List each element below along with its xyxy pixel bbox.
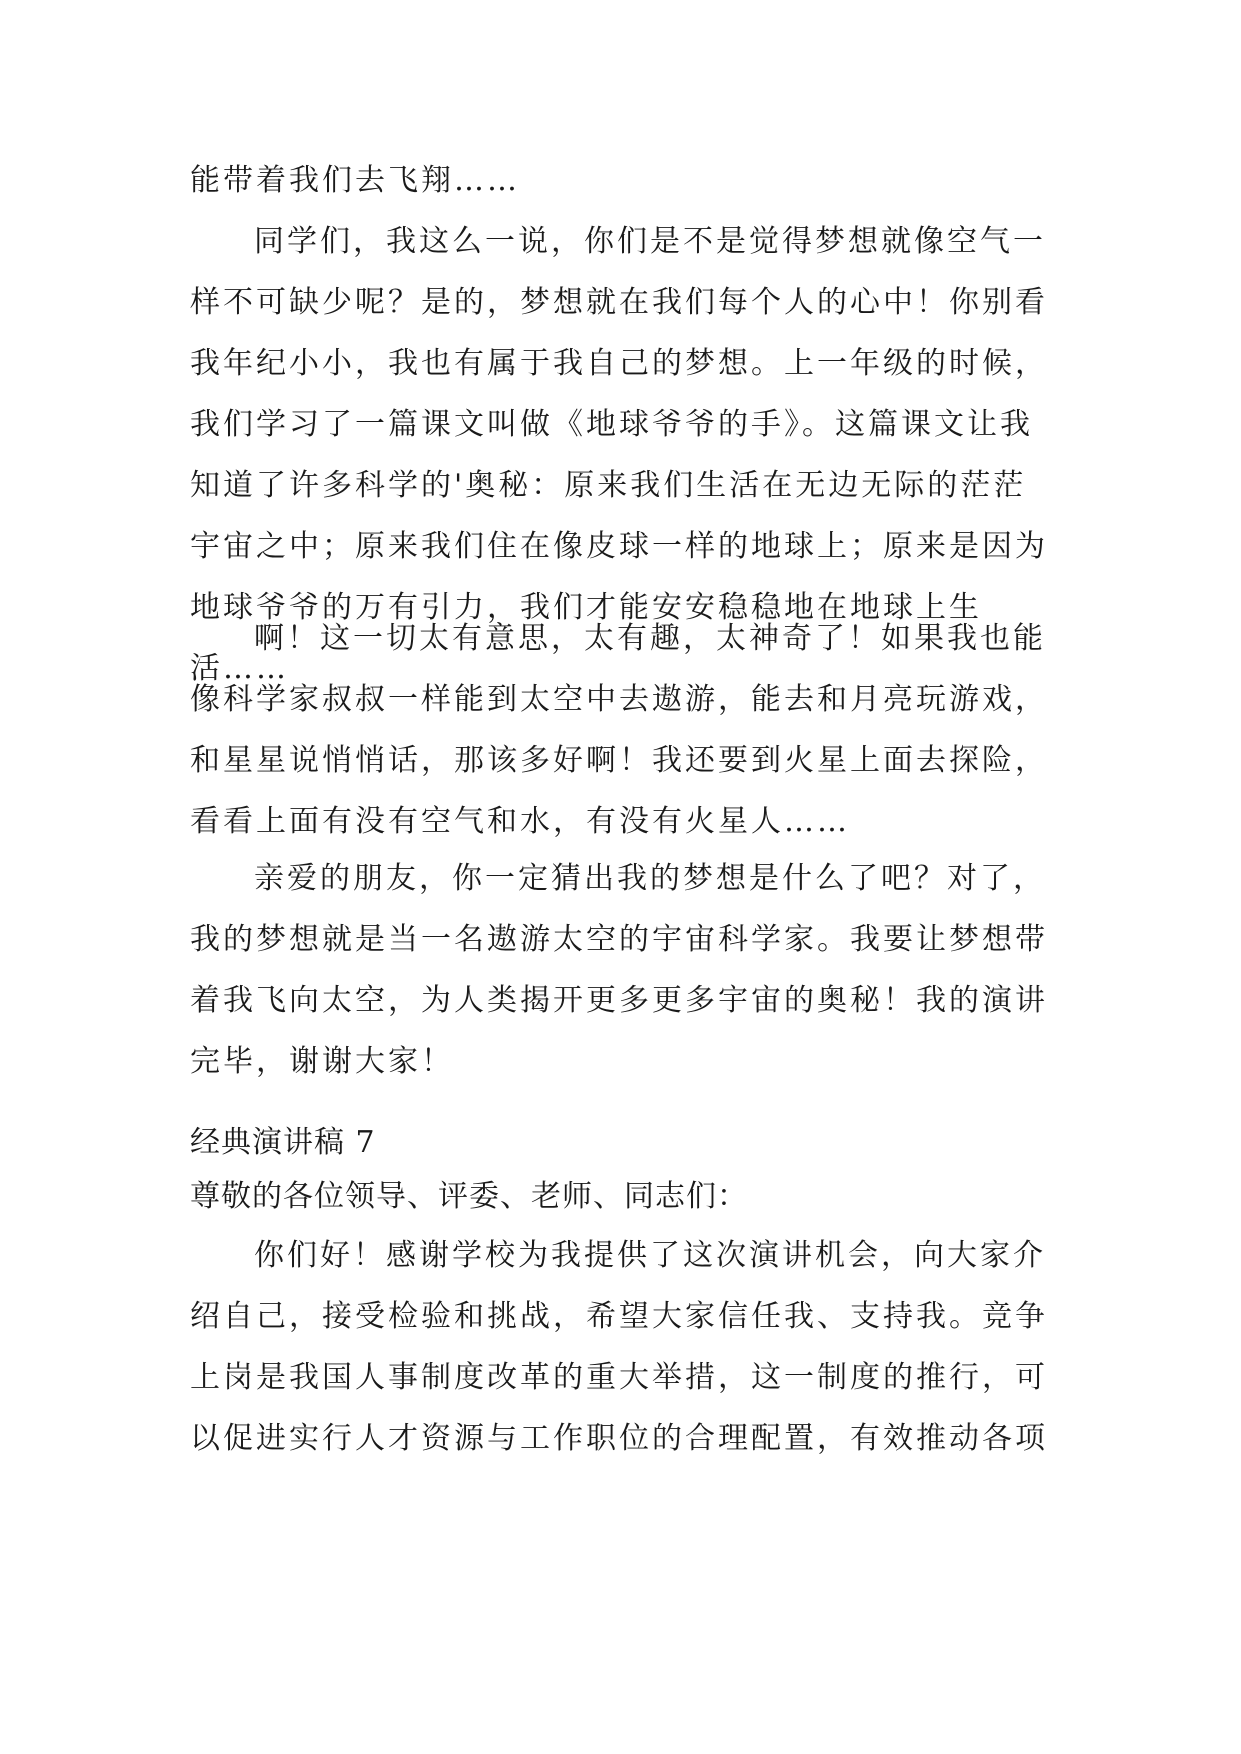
text-line: 地球爷爷的万有引力，我们才能安安稳稳地在地球上生 bbox=[190, 590, 982, 625]
paragraph-continuation bbox=[190, 150, 1050, 211]
section-title: 经典演讲稿 7 bbox=[190, 1125, 376, 1160]
text-line: 以促进实行人才资源与工作职位的合理配置，有效推动各项 bbox=[190, 1421, 1048, 1456]
text-line: 看看上面有没有空气和水，有没有火星人…… bbox=[190, 804, 850, 839]
paragraph-greeting bbox=[190, 1225, 1050, 1469]
text-line: 像科学家叔叔一样能到太空中去遨游，能去和月亮玩游戏， bbox=[190, 682, 1048, 717]
text-line: 你们好！感谢学校为我提供了这次演讲机会，向大家介 bbox=[254, 1238, 1046, 1273]
text-line: 能带着我们去飞翔…… bbox=[190, 163, 520, 198]
text-line: 上岗是我国人事制度改革的重大举措，这一制度的推行，可 bbox=[190, 1360, 1048, 1395]
paragraph-dream bbox=[190, 848, 1050, 1092]
text-line: 和星星说悄悄话，那该多好啊！我还要到火星上面去探险， bbox=[190, 743, 1048, 778]
text-line: 我们学习了一篇课文叫做《地球爷爷的手》。这篇课文让我 bbox=[190, 407, 1033, 442]
text-line: 着我飞向太空，为人类揭开更多更多宇宙的奥秘！我的演讲 bbox=[190, 983, 1048, 1018]
text-line: 绍自己，接受检验和挑战，希望大家信任我、支持我。竞争 bbox=[190, 1299, 1048, 1334]
text-line: 我的梦想就是当一名遨游太空的宇宙科学家。我要让梦想带 bbox=[190, 922, 1048, 957]
paragraph-wonder bbox=[190, 608, 1050, 852]
text-line: 知道了许多科学的'奥秘：原来我们生活在无边无际的茫茫 bbox=[190, 468, 1027, 503]
text-line: 宇宙之中；原来我们住在像皮球一样的地球上；原来是因为 bbox=[190, 529, 1048, 564]
text-line: 活…… bbox=[190, 651, 289, 686]
salutation: 尊敬的各位领导、评委、老师、同志们： bbox=[190, 1179, 748, 1214]
text-line: 亲爱的朋友，你一定猜出我的梦想是什么了吧？对了， bbox=[254, 861, 1046, 896]
text-line: 我年纪小小，我也有属于我自己的梦想。上一年级的时候， bbox=[190, 346, 1048, 381]
text-line: 同学们，我这么一说，你们是不是觉得梦想就像空气一 bbox=[254, 224, 1046, 259]
text-line: 完毕，谢谢大家！ bbox=[190, 1044, 454, 1079]
text-line: 样不可缺少呢？是的，梦想就在我们每个人的心中！你别看 bbox=[190, 285, 1048, 320]
text-line: 啊！这一切太有意思，太有趣，太神奇了！如果我也能 bbox=[254, 621, 1046, 656]
